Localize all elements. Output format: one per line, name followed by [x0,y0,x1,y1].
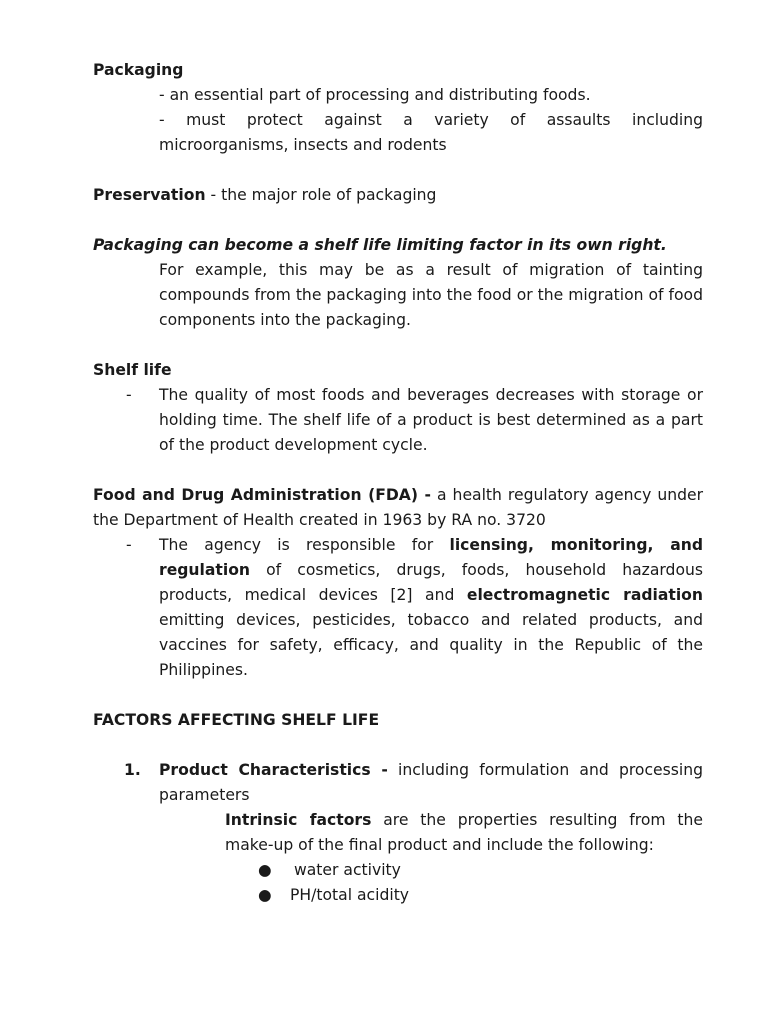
bullet-text: PH/total acidity [290,886,410,904]
bullet-icon: ● [258,861,272,879]
preservation-paragraph [93,183,703,208]
intrinsic-text: are the properties resulting from the make-up of the final product and include the following: [225,811,703,854]
factor-item-1-title: Product Characteristics - [159,761,388,779]
preservation-term: Preservation [93,186,206,204]
intrinsic-factors-paragraph [225,808,703,858]
limiting-factor-statement: Packaging can become a shelf life limiting factor in its own right. [93,236,667,254]
bullet-icon: ● [258,886,272,904]
packaging-line-2: - must protect against a variety of assaults including microorganisms, insects and rodents [159,111,703,154]
fda-term: Food and Drug Administration (FDA) - [93,486,431,504]
shelf-life-heading: Shelf life [93,361,172,379]
intrinsic-term: Intrinsic factors [225,811,372,829]
shelf-life-text: The quality of most foods and beverages decreases with storage or holding time. The shelf life of a product is best determined as a part of the product development cycle. [159,386,703,454]
fda-responsibilities-item [93,533,703,683]
fda-bold-1: licensing, monitoring, and regulation [159,536,703,579]
bullet-item [93,883,703,908]
bullet-item [93,858,703,883]
item-number: 1. [124,761,141,779]
packaging-heading: Packaging [93,61,184,79]
fda-definition: a health regulatory agency under the Department of Health created in 1963 by RA no. 3720 [93,486,703,529]
factor-item-1 [93,758,703,808]
document-page [93,58,703,908]
dash-marker: - [126,386,132,404]
factors-heading: FACTORS AFFECTING SHELF LIFE [93,711,380,729]
fda-bold-2: electromagnetic radiation [466,586,703,604]
fda-definition-paragraph [93,483,703,533]
factor-item-1-text: including formulation and processing parameters [159,761,703,804]
fda-text-1: The agency is responsible for [159,536,450,554]
preservation-text: - the major role of packaging [205,186,437,204]
shelf-life-item [93,383,703,458]
packaging-line-1: - an essential part of processing and distributing foods. [159,86,591,104]
fda-text-3: emitting devices, pesticides, tobacco and related products, and vaccines for safety, efficacy, and quality in the Republic of the Philippines. [159,611,703,679]
bullet-text: water activity [294,861,401,879]
limiting-factor-example: For example, this may be as a result of migration of tainting compounds from the packaging into the food or the migration of food components into the packaging. [159,261,703,329]
fda-text-2: of cosmetics, drugs, foods, household hazardous products, medical devices [2] and [159,561,703,604]
dash-marker: - [126,536,132,554]
